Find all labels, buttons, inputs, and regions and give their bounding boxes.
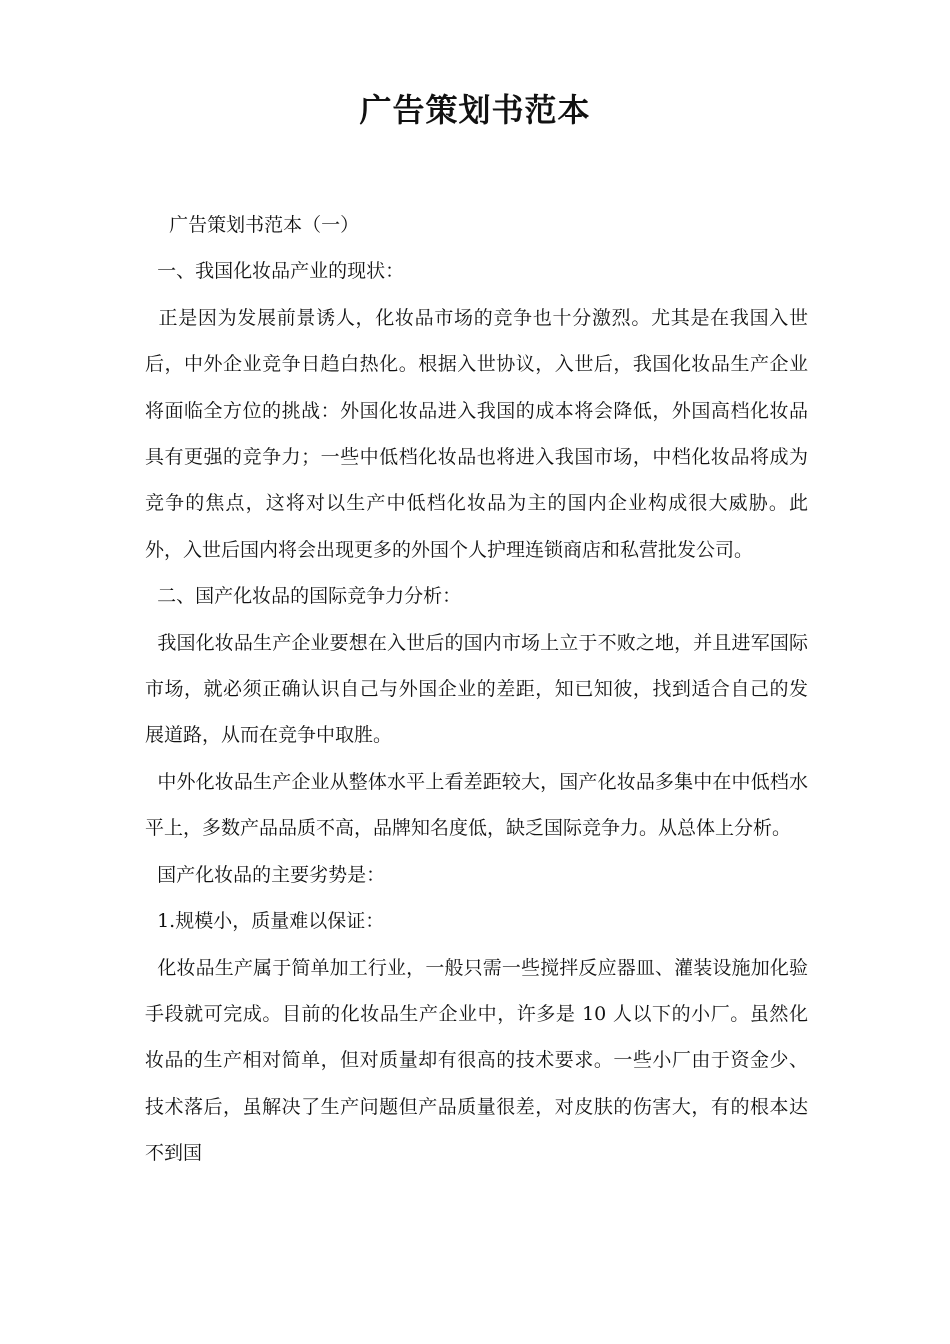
paragraph-heading-2: 二、国产化妆品的国际竞争力分析： [145,585,462,608]
paragraph-body: 正是因为发展前景诱人，化妆品市场的竞争也十分激烈。尤其是在我国入世后，中外企业竞争日趋白热化。根据入世协议，入世后，我国化妆品生产企业将面临全方位的挑战：外国化妆品进入我国的成本将会降低，外国高档化妆品具有更强的竞争力；一些中低档化妆品也将进入我国市场，中档化妆品将成为竞争的焦点，这将对以生产中低档化妆品为主的国内企业构成很大威胁。此外，入世后国内将会出现更多的外国个人护理连锁商店和私营批发公司。 [145,306,808,561]
paragraph-body: 我国化妆品生产企业要想在入世后的国内市场上立于不败之地，并且进军国际市场，就必须正确认识自己与外国企业的差距，知已知彼，找到适合自己的发展道路，从而在竞争中取胜。 [145,631,808,747]
document-title: 广告策划书范本 [359,91,591,129]
paragraph-list-item: 1.规模小，质量难以保证： [145,910,385,933]
paragraph-subtitle: 广告策划书范本（一） [145,214,360,236]
paragraph-body: 中外化妆品生产企业从整体水平上看差距较大，国产化妆品多集中在中低档水平上，多数产品品质不高，品牌知名度低，缺乏国际竞争力。从总体上分析。 [145,770,808,840]
paragraph-body: 化妆品生产属于简单加工行业，一般只需一些搅拌反应器皿、灌装设施加化验手段就可完成。目前的化妆品生产企业中，许多是 10 人以下的小厂。虽然化妆品的生产相对简单，但对质量却有很高的技术要求。一些小厂由于资金少、技术落后，虽解决了生产问题但产品质量很差，对皮肤的伤害大，有的根本达不到国 [145,956,808,1165]
paragraph-heading-1: 一、我国化妆品产业的现状： [145,260,405,283]
document-body [145,202,808,1177]
paragraph-body: 国产化妆品的主要劣势是： [145,863,386,886]
